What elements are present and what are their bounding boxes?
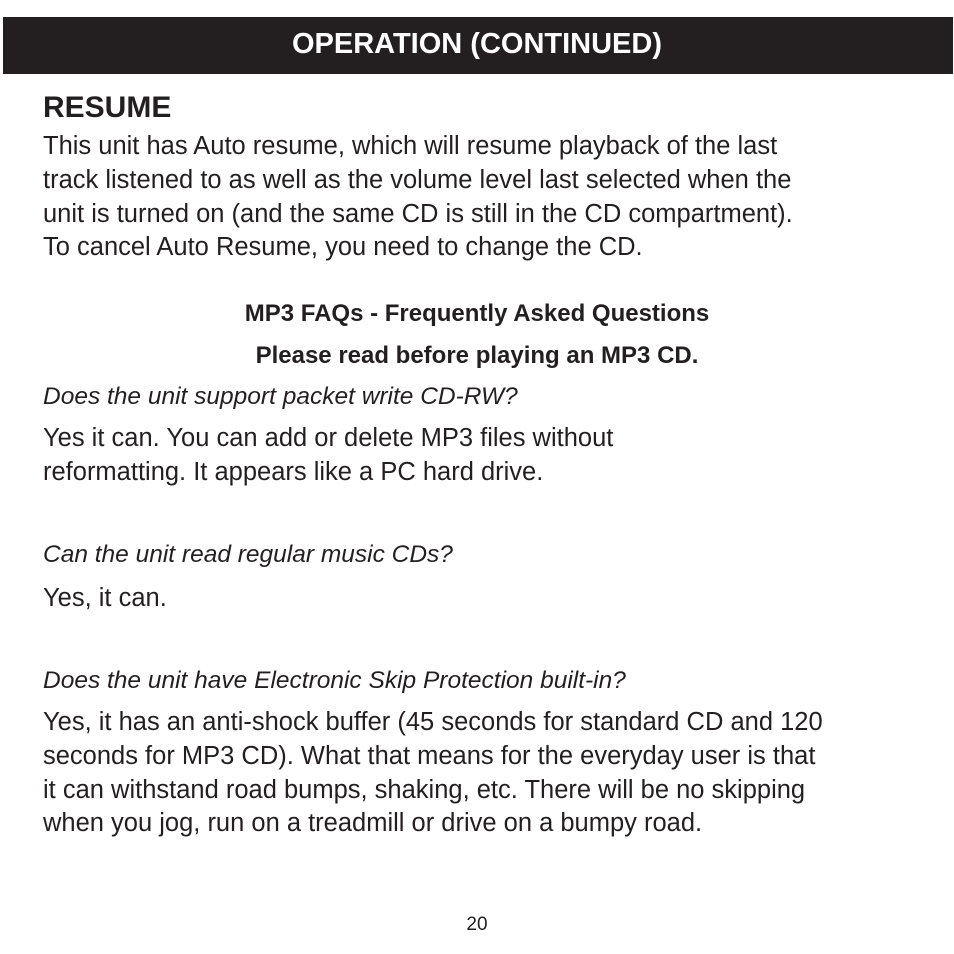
page-number: 20: [466, 914, 488, 935]
section-title-resume: RESUME: [43, 91, 172, 124]
answer-line: Yes, it can.: [43, 584, 167, 612]
page-header-title: OPERATION (CONTINUED): [291, 28, 662, 60]
faq-heading: MP3 FAQs - Frequently Asked Questions: [244, 300, 710, 327]
resume-line: track listened to as well as the volume level last selected when the: [43, 165, 792, 194]
faq-question-1: Does the unit support packet write CD-RW?: [43, 383, 518, 410]
resume-paragraph: [43, 130, 793, 265]
faq-answer-1: [43, 422, 613, 490]
faq-question-2: Can the unit read regular music CDs?: [43, 541, 453, 568]
answer-line: it can withstand road bumps, shaking, etc. There will be no skipping: [43, 775, 806, 804]
answer-line: Yes it can. You can add or delete MP3 files without: [43, 424, 614, 452]
answer-line: when you jog, run on a treadmill or drive on a bumpy road.: [43, 809, 703, 838]
resume-line: unit is turned on (and the same CD is still in the CD compartment).: [43, 199, 793, 228]
answer-line: seconds for MP3 CD). What that means for the everyday user is that: [43, 741, 816, 770]
resume-line: To cancel Auto Resume, you need to change the CD.: [43, 233, 643, 262]
faq-answer-2: [43, 582, 167, 616]
faq-answer-3: [43, 706, 823, 841]
faq-subheading: Please read before playing an MP3 CD.: [255, 342, 699, 369]
resume-line: This unit has Auto resume, which will resume playback of the last: [43, 132, 778, 160]
faq-question-3: Does the unit have Electronic Skip Protection built-in?: [43, 667, 626, 694]
answer-line: Yes, it has an anti-shock buffer (45 seconds for standard CD and 120: [43, 708, 823, 736]
answer-line: reformatting. It appears like a PC hard drive.: [43, 457, 544, 486]
